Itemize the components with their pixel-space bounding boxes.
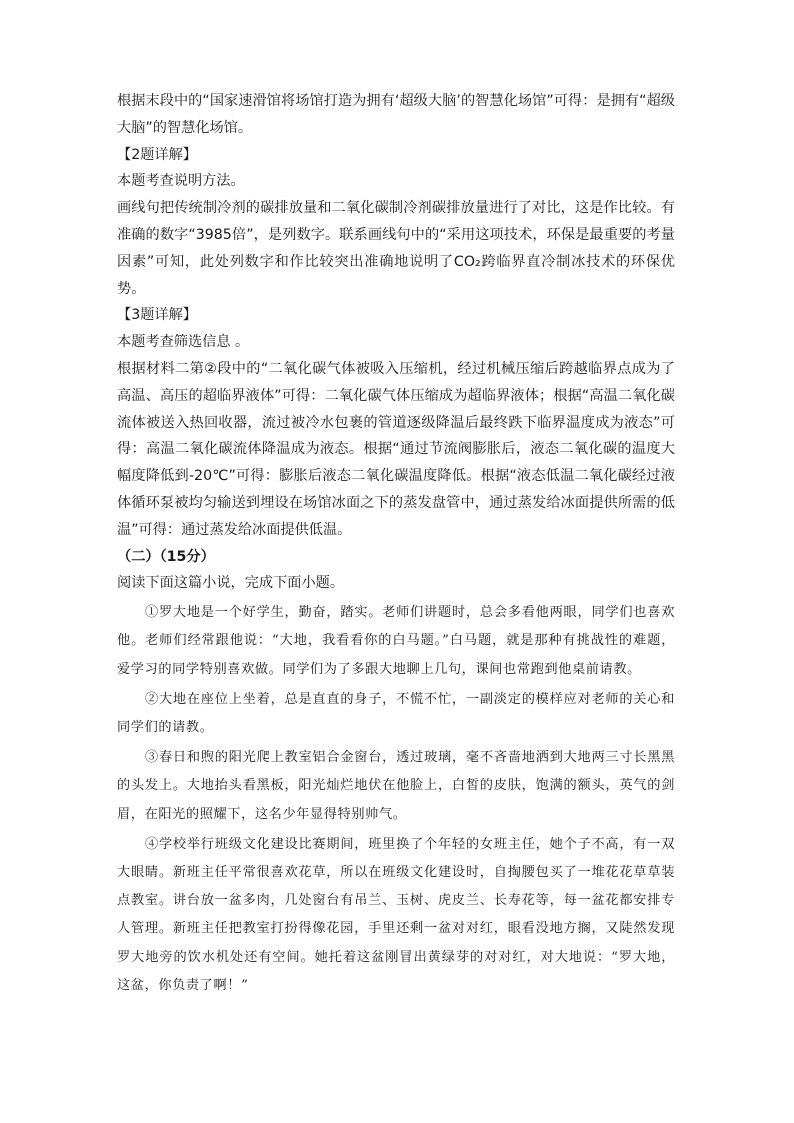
- paragraph-answer-1: 根据末段中的“国家速滑馆将场馆打造为拥有‘超级大脑’的智慧化场馆”可得：是拥有“超级大脑”的智慧化场馆。: [117, 93, 675, 136]
- paragraph-q2-answer: 画线句把传统制冷剂的碳排放量和二氧化碳制冷剂碳排放量进行了对比，这是作比较。有准确的数字“3985倍”，是列数字。联系画线句中的“采用这项技术，环保是最重要的考量因素”可知，此处列数字和作比较突出准确地说明了CO₂跨临界直冷制冰技术的环保优势。: [117, 200, 675, 297]
- paragraph-q3-intro: 本题考查筛选信息 。: [117, 334, 250, 351]
- story-paragraph-3: ③春日和煦的阳光爬上教室铝合金窗台，透过玻璃，毫不吝啬地洒到大地两三寸长黑黑的头发上。大地抬头看黑板，阳光灿烂地伏在他脸上，白皙的皮肤，饱满的额头，英气的剑眉，在阳光的照耀下，这名少年显得特别帅气。: [117, 750, 675, 822]
- story-paragraph-2: ②大地在座位上坐着，总是直直的身子，不慌不忙，一副淡定的模样应对老师的关心和同学们的请教。: [117, 691, 675, 735]
- heading-question-2: 【2题详解】: [117, 146, 197, 163]
- story-paragraph-4: ④学校举行班级文化建设比赛期间，班里换了个年轻的女班主任，她个子不高，有一双大眼睛。新班主任平常很喜欢花草，所以在班级文化建设时，自掏腰包买了一堆花花草草装点教室。讲台放一盆多肉，几处窗台有吊兰、玉树、虎皮兰、长寿花等，每一盆花都安排专人管理。新班主任把教室打扮得像花园，手里还剩一盆对对红，眼看没地方搁，又陡然发现罗大地旁的饮水机处还有空间。她托着这盆刚冒出黄绿芽的对对红，对大地说：“罗大地，这盆，你负责了啊！”: [117, 836, 675, 993]
- story-paragraph-1: ①罗大地是一个好学生，勤奋，踏实。老师们讲题时，总会多看他两眼，同学们也喜欢他。老师们经常跟他说：“大地，我看看你的白马题。”白马题，就是那种有挑战性的难题，爱学习的同学特别喜欢做。同学们为了多跟大地聊上几句，课间也常跑到他桌前请教。: [117, 605, 675, 677]
- heading-question-3: 【3题详解】: [117, 307, 197, 324]
- paragraph-q3-answer: 根据材料二第②段中的“二氧化碳气体被吸入压缩机，经过机械压缩后跨越临界点成为了高温、高压的超临界液体”可得：二氧化碳气体压缩成为超临界液体；根据“高温二氧化碳流体被送入热回收器，流过被冷水包裹的管道逐级降温后最终跌下临界温度成为液态”可得：高温二氧化碳流体降温成为液态。根据“通过节流阀膨胀后，液态二氧化碳的温度大幅度降低到-20℃”可得：膨胀后液态二氧化碳温度降低。根据“液态低温二氧化碳经过液体循环泵被均匀输送到埋设在场馆冰面之下的蒸发盘管中，通过蒸发给冰面提供所需的低温”可得：通过蒸发给冰面提供低温。: [117, 360, 675, 538]
- paragraph-q2-intro: 本题考查说明方法。: [117, 173, 245, 190]
- section-heading-two: （二）（15分）: [117, 548, 215, 565]
- paragraph-reading-instruction: 阅读下面这篇小说，完成下面小题。: [117, 575, 345, 592]
- document-page: [117, 88, 675, 1000]
